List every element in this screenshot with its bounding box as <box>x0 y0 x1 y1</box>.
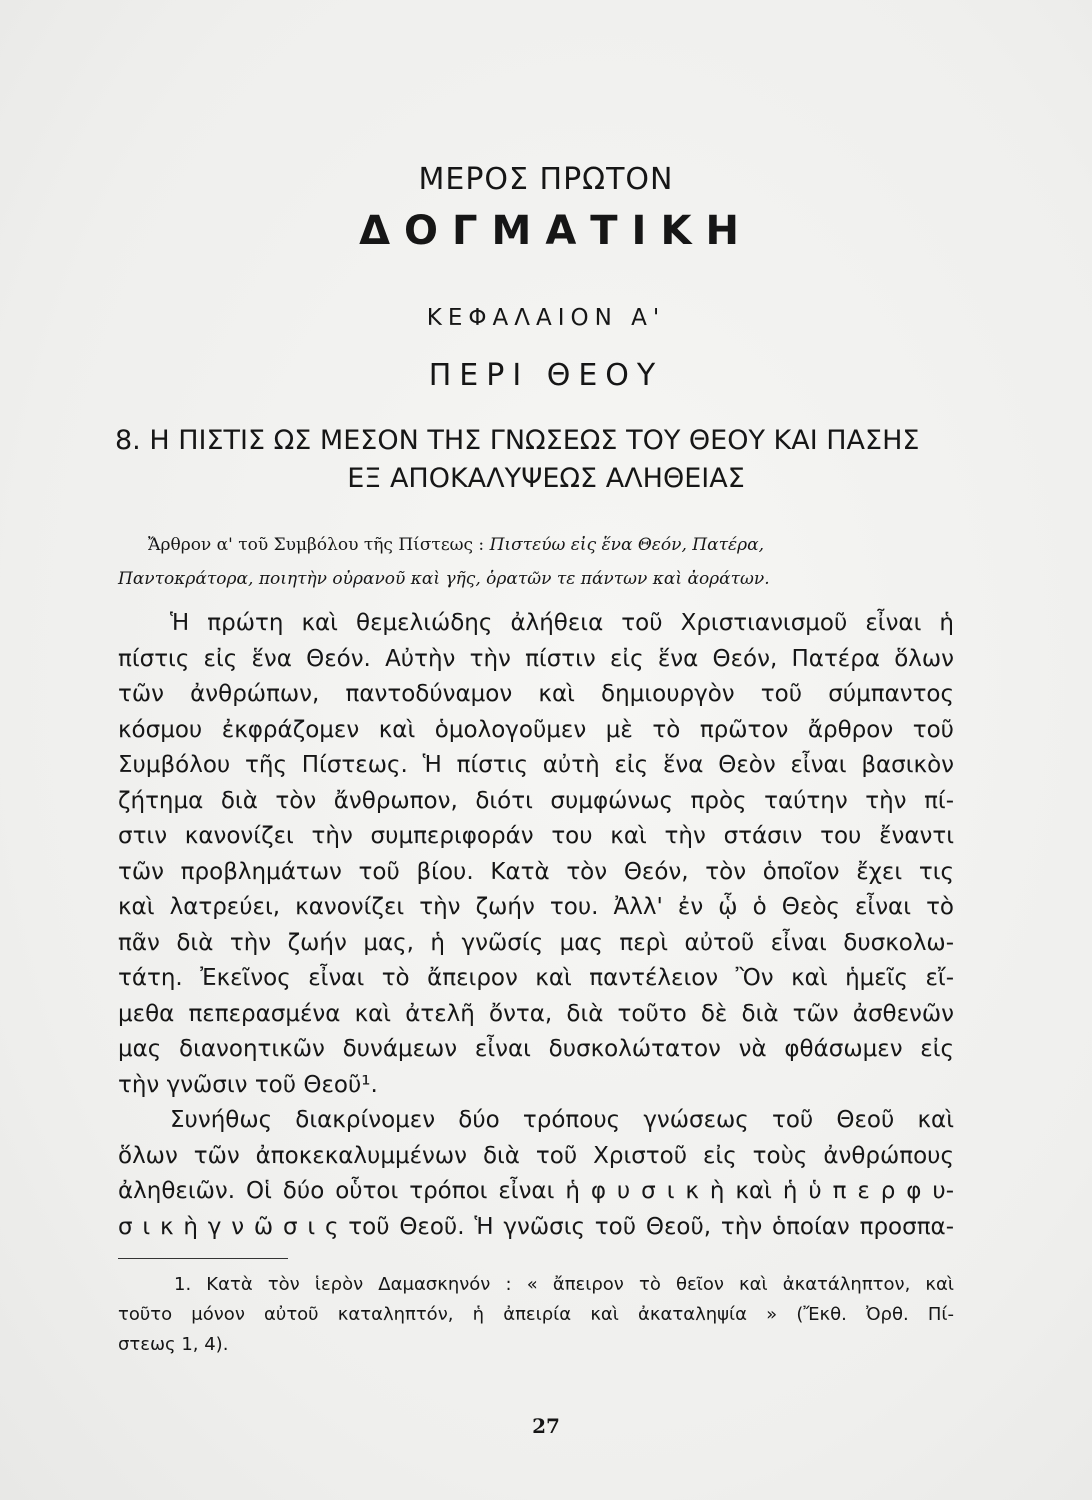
body-line: τῶν ἀνθρώπων, παντοδύναμον καὶ δημιουργὸν τοῦ σύμπαντος <box>118 681 954 707</box>
footnote-line: 1. Κατὰ τὸν ἱερὸν Δαμασκηνόν : « ἄπειρον τὸ θεῖον καὶ ἀκατάληπτον, καὶ <box>174 1273 954 1295</box>
body-line: μας διανοητικῶν δυνάμεων εἶναι δυσκολώτατον νὰ φθάσωμεν εἰς <box>118 1036 954 1062</box>
body-line: καὶ λατρεύει, κανονίζει τὴν ζωήν του. Ἀλλ' ἐν ᾧ ὁ Θεὸς εἶναι τὸ <box>118 894 954 920</box>
section-heading-line1: 8. Η ΠΙΣΤΙΣ ΩΣ ΜΕΣΟΝ ΤΗΣ ΓΝΩΣΕΩΣ ΤΟΥ ΘΕΟΥ ΚΑΙ ΠΑΣΗΣ <box>115 425 920 456</box>
chapter-title: ΠΕΡΙ ΘΕΟΥ <box>428 358 664 393</box>
body-line: πίστις εἰς ἕνα Θεόν. Αὐτὴν τὴν πίστιν εἰς ἕνα Θεόν, Πατέρα ὅλων <box>118 645 954 672</box>
body-line: σ ι κ ὴ γ ν ῶ σ ι ς τοῦ Θεοῦ. Ἡ γνῶσις τοῦ Θεοῦ, τὴν ὁποίαν προσπα- <box>118 1213 954 1240</box>
body-line: τάτη. Ἐκεῖνος εἶναι τὸ ἄπειρον καὶ παντέλειον Ὂν καὶ ἡμεῖς εἴ- <box>118 965 954 991</box>
creed-quote-1: Πιστεύω εἰς ἕνα Θεόν, Πατέρα, <box>489 535 765 555</box>
body-line: τὴν γνῶσιν τοῦ Θεοῦ¹. <box>118 1071 378 1098</box>
creed-epigraph <box>118 528 946 596</box>
main-title: ΔΟΓΜΑΤΙΚΗ <box>359 208 753 254</box>
creed-intro: Ἄρθρον α' τοῦ Συμβόλου τῆς Πίστεως : <box>148 535 485 555</box>
chapter-label: ΚΕΦΑΛΑΙΟΝ Α' <box>426 305 666 331</box>
body-line: πᾶν διὰ τὴν ζωήν μας, ἡ γνῶσίς μας περὶ αὐτοῦ εἶναι δυσκολω- <box>118 929 954 956</box>
creed-quote-2: Παντοκράτορα, ποιητὴν οὐρανοῦ καὶ γῆς, ὁρατῶν τε πάντων καὶ ἀοράτων. <box>118 569 770 589</box>
page-number: 27 <box>532 1414 560 1438</box>
body-line: στιν κανονίζει τὴν συμπεριφοράν του καὶ τὴν στάσιν του ἔναντι <box>118 823 954 849</box>
body-line: μεθα πεπερασμένα καὶ ἀτελῆ ὄντα, διὰ τοῦτο δὲ διὰ τῶν ἀσθενῶν <box>118 1000 954 1027</box>
body-line: τῶν προβλημάτων τοῦ βίου. Κατὰ τὸν Θεόν, τὸν ὁποῖον ἔχει τις <box>118 858 954 885</box>
footnote-rule <box>118 1258 288 1259</box>
body-line: κόσμου ἐκφράζομεν καὶ ὁμολογοῦμεν μὲ τὸ πρῶτον ἄρθρον τοῦ <box>118 716 954 743</box>
body-line: Συμβόλου τῆς Πίστεως. Ἡ πίστις αὐτὴ εἰς ἕνα Θεὸν εἶναι βασικὸν <box>118 752 954 778</box>
footnote-line: τοῦτο μόνον αὐτοῦ καταληπτόν, ἡ ἀπειρία καὶ ἀκαταληψία » (Ἔκθ. Ὀρθ. Πί- <box>118 1303 954 1325</box>
body-line: ὅλων τῶν ἀποκεκαλυμμένων διὰ τοῦ Χριστοῦ εἰς τοὺς ἀνθρώπους <box>118 1142 954 1169</box>
footnote-line: στεως 1, 4). <box>118 1333 229 1355</box>
part-title: ΜΕΡΟΣ ΠΡΩΤΟΝ <box>418 162 674 197</box>
body-line: ἀληθειῶν. Οἱ δύο οὗτοι τρόποι εἶναι ἡ φ υ σ ι κ ὴ καὶ ἡ ὑ π ε ρ φ υ- <box>118 1178 954 1204</box>
body-line: ζήτημα διὰ τὸν ἄνθρωπον, διότι συμφώνως πρὸς ταύτην τὴν πί- <box>118 787 954 814</box>
body-line: Συνήθως διακρίνομεν δύο τρόπους γνώσεως τοῦ Θεοῦ καὶ <box>170 1107 954 1133</box>
section-heading-line2: ΕΞ ΑΠΟΚΑΛΥΨΕΩΣ ΑΛΗΘΕΙΑΣ <box>347 463 745 494</box>
body-line: Ἡ πρώτη καὶ θεμελιώδης ἀλήθεια τοῦ Χριστιανισμοῦ εἶναι ἡ <box>170 610 954 636</box>
